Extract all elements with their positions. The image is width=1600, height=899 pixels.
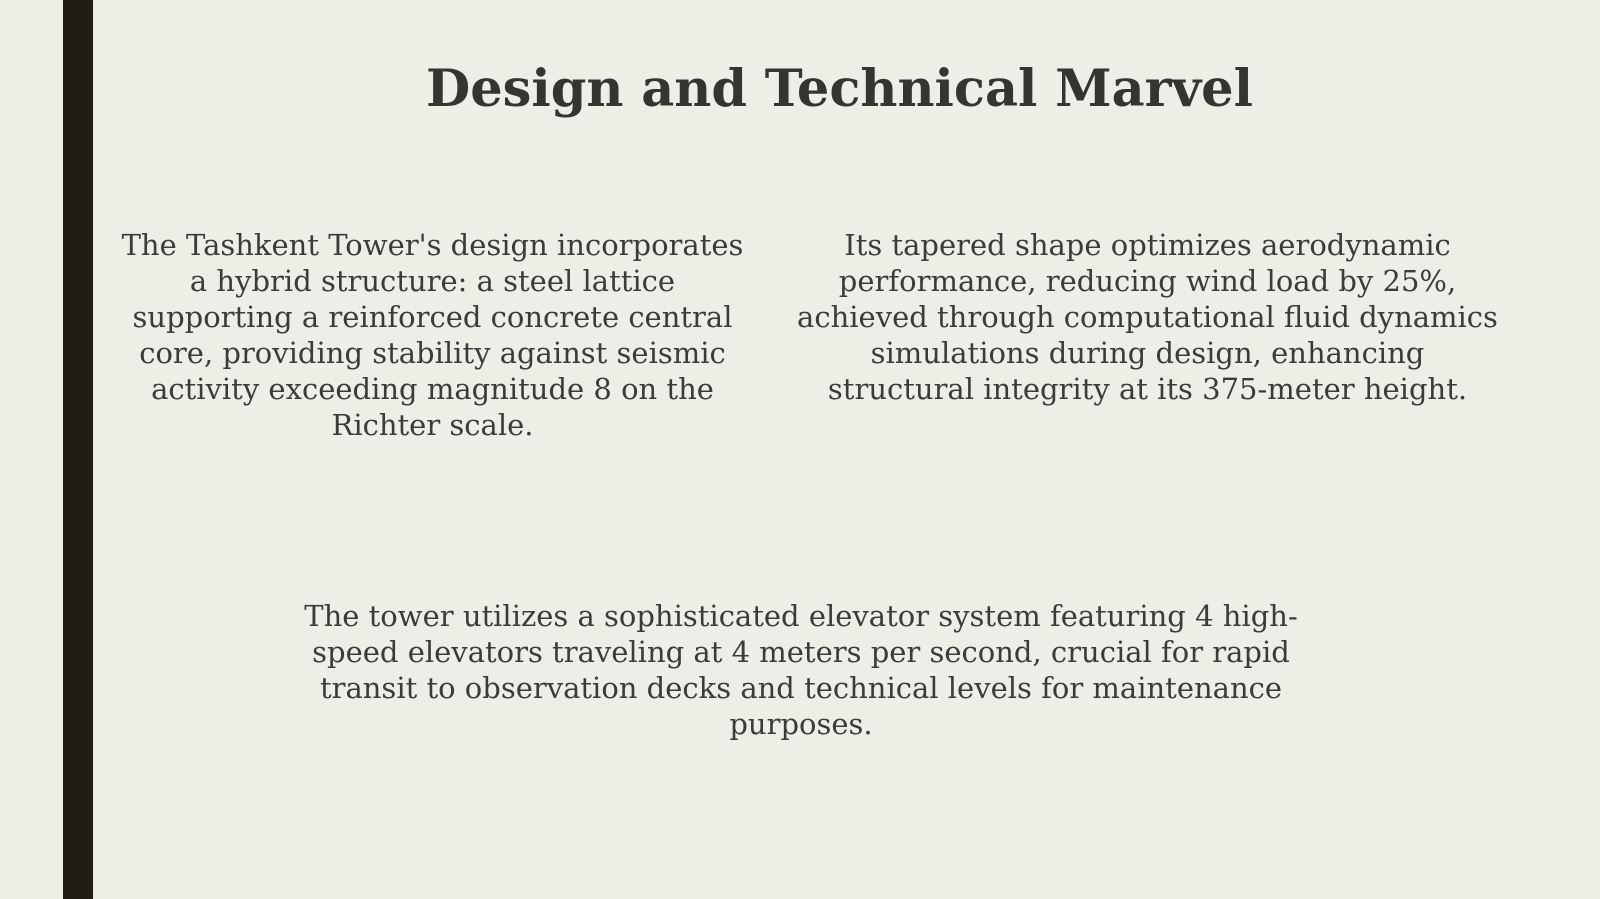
accent-bar (63, 0, 93, 899)
slide-title: Design and Technical Marvel (426, 59, 1253, 119)
paragraph-structure: The Tashkent Tower's design incorporates a hybrid structure: a steel lattice supporting a reinforced concrete central core, providing stability against seismic activity exceeding magnitude 8 on the Richter scale. (121, 228, 744, 442)
paragraph-aerodynamics: Its tapered shape optimizes aerodynamic performance, reducing wind load by 25%, achieved through computational fluid dynamics simulations during design, enhancing structural integrity at its 375-meter height. (797, 228, 1498, 406)
paragraph-elevators: The tower utilizes a sophisticated elevator system featuring 4 high-speed elevators traveling at 4 meters per second, crucial for rapid transit to observation decks and technical levels for maintenance purposes. (304, 599, 1298, 741)
